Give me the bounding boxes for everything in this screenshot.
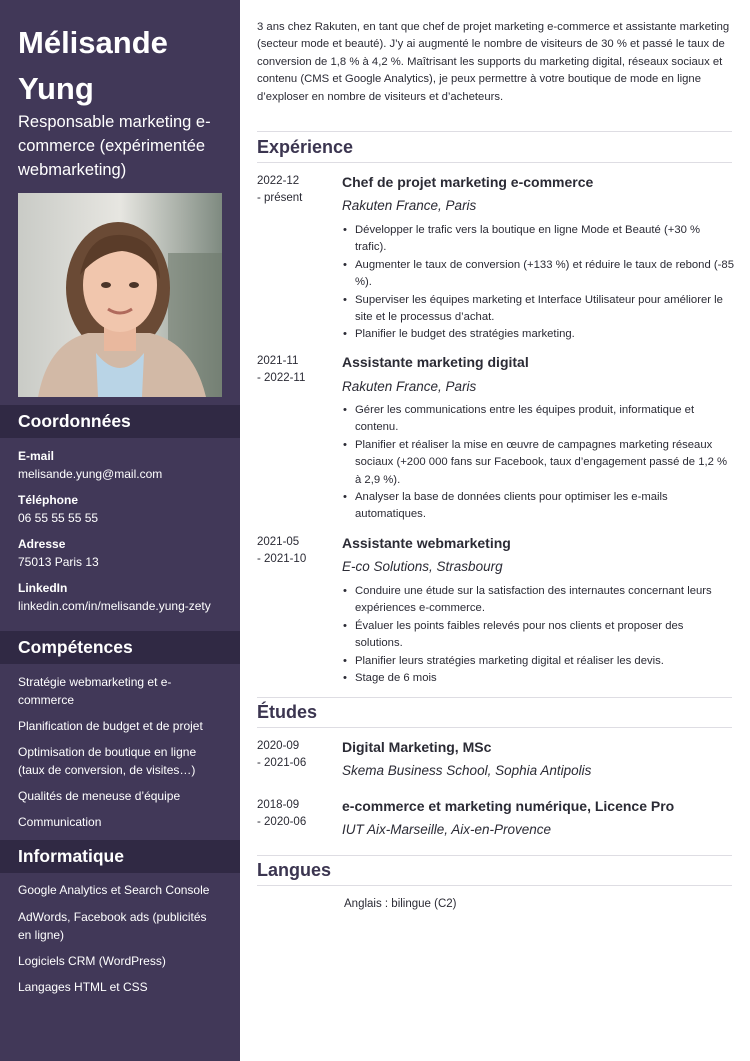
job-bullets — [342, 583, 734, 687]
school-name: Skema Business School, Sophia Antipolis — [342, 763, 592, 778]
job-date — [257, 173, 337, 207]
list-item: • Augmenter le taux de conversion (+133 %) et réduire le taux de rebond (-85 %). — [342, 257, 734, 292]
experience-heading: Expérience — [257, 137, 354, 157]
linkedin-label: LinkedIn — [18, 581, 68, 595]
education-date — [257, 738, 337, 772]
job-company: Rakuten France, Paris — [342, 379, 477, 394]
job-company: Rakuten France, Paris — [342, 198, 477, 213]
profile-summary: 3 ans chez Rakuten, en tant que chef de projet marketing e-commerce et assistante marketing (secteur mode et beauté). J’y ai augmenté le nombre de visiteurs de 30 % et passé le taux de conversion de 1,8 % à 4,2 %. Maîtrisant les supports du marketing digital, réseaux sociaux et contenu (CMS et Google Analytics), je peux permettre à votre boutique de mode en ligne d’exploser en nombre de visiteurs et d’acheteurs. — [257, 21, 730, 103]
list-item: • Stage de 6 mois — [342, 670, 734, 687]
linkedin-value[interactable]: linkedin.com/in/melisande.yung-zety — [18, 599, 211, 613]
address-value: 75013 Paris 13 — [18, 555, 99, 569]
language-item: Anglais : bilingue (C2) — [344, 898, 457, 910]
date-start: 2022-12 — [257, 175, 300, 187]
divider — [257, 885, 732, 886]
skill-item: Stratégie webmarketing et e-commerce — [18, 675, 172, 707]
list-item: • Planifier le budget des stratégies marketing. — [342, 326, 734, 343]
date-start: 2021-05 — [257, 536, 300, 548]
divider — [257, 855, 732, 856]
candidate-name — [18, 20, 228, 112]
divider — [257, 697, 732, 698]
date-start: 2020-09 — [257, 740, 300, 752]
date-end: - 2022-11 — [257, 372, 306, 384]
date-start: 2018-09 — [257, 799, 300, 811]
divider — [257, 131, 732, 132]
date-end: - présent — [257, 192, 303, 204]
job-bullets — [342, 402, 734, 524]
date-start: 2021-11 — [257, 355, 299, 367]
name-last: Yung — [18, 71, 94, 106]
divider — [257, 162, 732, 163]
address-label: Adresse — [18, 537, 66, 551]
job-date — [257, 534, 337, 568]
it-item: Google Analytics et Search Console — [18, 883, 210, 897]
skill-item: Planification de budget et de projet — [18, 719, 203, 733]
contact-heading: Coordonnées — [0, 405, 240, 438]
phone-label: Téléphone — [18, 493, 79, 507]
name-first: Mélisande — [18, 25, 168, 60]
skill-item: Optimisation de boutique en ligne (taux de conversion, de visites…) — [18, 745, 197, 777]
it-item: Langages HTML et CSS — [18, 980, 148, 994]
list-item: • Conduire une étude sur la satisfaction des internautes concernant leurs expériences e-commerce. — [342, 583, 734, 618]
job-title: Assistante marketing digital — [342, 354, 529, 370]
date-end: - 2021-10 — [257, 553, 307, 565]
skill-item: Qualités de meneuse d’équipe — [18, 789, 181, 803]
list-item: • Planifier leurs stratégies marketing digital et réaliser les devis. — [342, 653, 734, 670]
phone-value[interactable]: 06 55 55 55 55 — [18, 511, 99, 525]
job-title: Assistante webmarketing — [342, 535, 511, 551]
list-item: • Superviser les équipes marketing et Interface Utilisateur pour améliorer le site et le processus d’achat. — [342, 292, 734, 327]
job-title: Chef de projet marketing e-commerce — [342, 174, 594, 190]
list-item: • Gérer les communications entre les équipes produit, informatique et contenu. — [342, 402, 734, 437]
it-item: Logiciels CRM (WordPress) — [18, 954, 166, 968]
skills-heading: Compétences — [0, 631, 240, 664]
portrait-photo — [18, 193, 222, 397]
list-item: • Développer le trafic vers la boutique en ligne Mode et Beauté (+30 % trafic). — [342, 222, 734, 257]
email-value[interactable]: melisande.yung@mail.com — [18, 467, 163, 481]
job-date — [257, 353, 337, 387]
it-item: AdWords, Facebook ads (publicités en ligne) — [18, 910, 207, 942]
job-bullets — [342, 222, 734, 344]
job-subtitle: Responsable marketing e-commerce (expérimentée webmarketing) — [18, 113, 211, 179]
degree-title: e-commerce et marketing numérique, Licence Pro — [342, 798, 675, 814]
education-date — [257, 797, 337, 831]
skill-item: Communication — [18, 815, 102, 829]
date-end: - 2020-06 — [257, 816, 307, 828]
job-company: E-co Solutions, Strasbourg — [342, 559, 503, 574]
list-item: • Évaluer les points faibles relevés pour nos clients et proposer des solutions. — [342, 618, 734, 653]
it-heading: Informatique — [0, 840, 240, 873]
list-item: • Analyser la base de données clients pour optimiser les e-mails automatiques. — [342, 489, 734, 524]
degree-title: Digital Marketing, MSc — [342, 739, 492, 755]
divider — [257, 727, 732, 728]
languages-heading: Langues — [257, 860, 332, 880]
date-end: - 2021-06 — [257, 757, 307, 769]
education-heading: Études — [257, 702, 318, 722]
email-label: E-mail — [18, 449, 55, 463]
school-name: IUT Aix-Marseille, Aix-en-Provence — [342, 822, 552, 837]
sidebar — [0, 0, 240, 1061]
list-item: • Planifier et réaliser la mise en œuvre de campagnes marketing réseaux sociaux (+200 000 fans sur Facebook, taux d’engagement passé de 1,2 % à 2,9 %). — [342, 437, 734, 489]
